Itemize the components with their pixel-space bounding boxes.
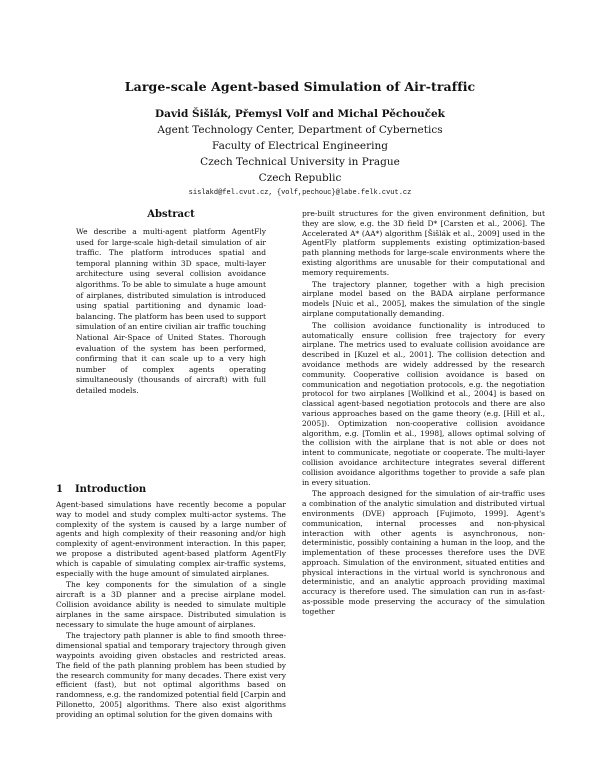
author-list: David Šišlák, Přemysl Volf and Michal Pěchouček (155, 108, 445, 120)
intro-paragraph: The trajectory path planner is able to find smooth three-dimensional spatial and temporary trajectory through given waypoints avoiding given obstacles and restricted areas. The field of the path planning problem has been studied by the research community for many decades. There exist very efficient (fast), but not optimal algorithms based on randomness, e.g. the randomized potential field [Carpin and Pillonetto, 2005] algorithms. There also exist algorithms providing an optimal solution for the given domains with (56, 631, 286, 719)
abstract-text: We describe a multi-agent platform AgentFly used for large-scale high-detail simulation of air traffic. The platform introduces spatial and temporal planning within 3D space, multi-layer architecture using several collision avoidance algorithms. To be able to simulate a huge amount of airplanes, distributed simulation is introduced using spatial partitioning and dynamic load-balancing. The platform has been used to support simulation of an entire civilian air traffic touching National Air-Space of United States. Thorough evaluation of the system has been performed, confirming that it can scale up to a very high number of complex agents operating simultaneously (thousands of aircraft) with full detailed models. (76, 227, 267, 395)
section-heading (56, 484, 146, 495)
right-column (302, 209, 545, 619)
introduction-body (56, 500, 286, 722)
intro-paragraph: Agent-based simulations have recently become a popular way to model and study complex multi-actor systems. The complexity of the system is caused by a large number of agents and high complexity of their reasoning and/or high complexity of agent-environment interaction. In this paper, we propose a distributed agent-based platform AgentFly which is capable of simulating complex air-traffic systems, especially with the huge amount of simulated airplanes. (56, 500, 286, 578)
section-title: Introduction (74, 484, 147, 495)
affiliation-line-3: Czech Technical University in Prague (200, 156, 400, 168)
intro-paragraph: The key components for the simulation of a single aircraft is a 3D planner and a precise airplane model. Collision avoidance ability is needed to simulate multiple airplanes in the same airspace. Distributed simulation is necessary to simulate the huge amount of airplanes. (56, 580, 286, 629)
affiliation-line-4: Czech Republic (258, 172, 342, 184)
paper-title: Large-scale Agent-based Simulation of Air-traffic (124, 79, 476, 94)
right-paragraph: The collision avoidance functionality is introduced to automatically ensure collision free trajectory for every airplane. The metrics used to evaluate collision avoidance are described in [Kuzel et al., 2001]. The collision detection and avoidance methods are widely addressed by the research community. Cooperative collision avoidance is based on communication and negotiation protocols, e.g. the negotiation protocol for two airplanes [Wollkind et al., 2004] is based on classical agent-based negotiation protocols and there are also various approaches based on the game theory (e.g. [Hill et al., 2005]). Optimization non-cooperative collision avoidance algorithm, e.g. [Tomlin et al., 1998], allows optimal solving of the collision with the airplane that is not able or does not intent to communicate, negotiate or cooperate. The multi-layer collision avoidance architecture integrates several different collision avoidance algorithms together to provide a safe plan in every situation. (302, 320, 545, 487)
affiliation-line-1: Agent Technology Center, Department of Cybernetics (157, 124, 443, 136)
abstract-heading: Abstract (147, 209, 195, 220)
right-paragraph: The trajectory planner, together with a high precision airplane model based on the BADA airplane performance models [Nuic et al., 2005], makes the simulation of the single airplane computationally demanding. (302, 279, 545, 318)
affiliation-line-2: Faculty of Electrical Engineering (212, 140, 388, 152)
right-paragraph: pre-built structures for the given environment definition, but they are slow, e.g. the 3D field D* [Carsten et al., 2006]. The Accelerated A* (AA*) algorithm [Šišlák et al., 2009] used in the AgentFly platform supplements existing optimization-based path planning methods for large-scale environments where the existing algorithms are unusable for their computational and memory requirements. (302, 209, 545, 277)
section-number: 1 (56, 484, 63, 495)
author-emails: sislakd@fel.cvut.cz, {volf,pechouc}@labe.felk.cvut.cz (188, 189, 412, 197)
right-paragraph: The approach designed for the simulation of air-traffic uses a combination of the analytic simulation and distributed virtual environments (DVE) approach [Fujimoto, 1999]. Agent's communication, internal processes and non-physical interaction with other agents is asynchronous, non-deterministic, possibly containing a human in the loop, and the implementation of these processes therefore uses the DVE approach. Simulation of the environment, situated entities and physical interactions in the virtual world is synchronous and deterministic, and an analytic approach providing maximal accuracy is therefore used. The simulation can run in as-fast-as-possible mode preserving the accuracy of the simulation together (302, 489, 545, 616)
